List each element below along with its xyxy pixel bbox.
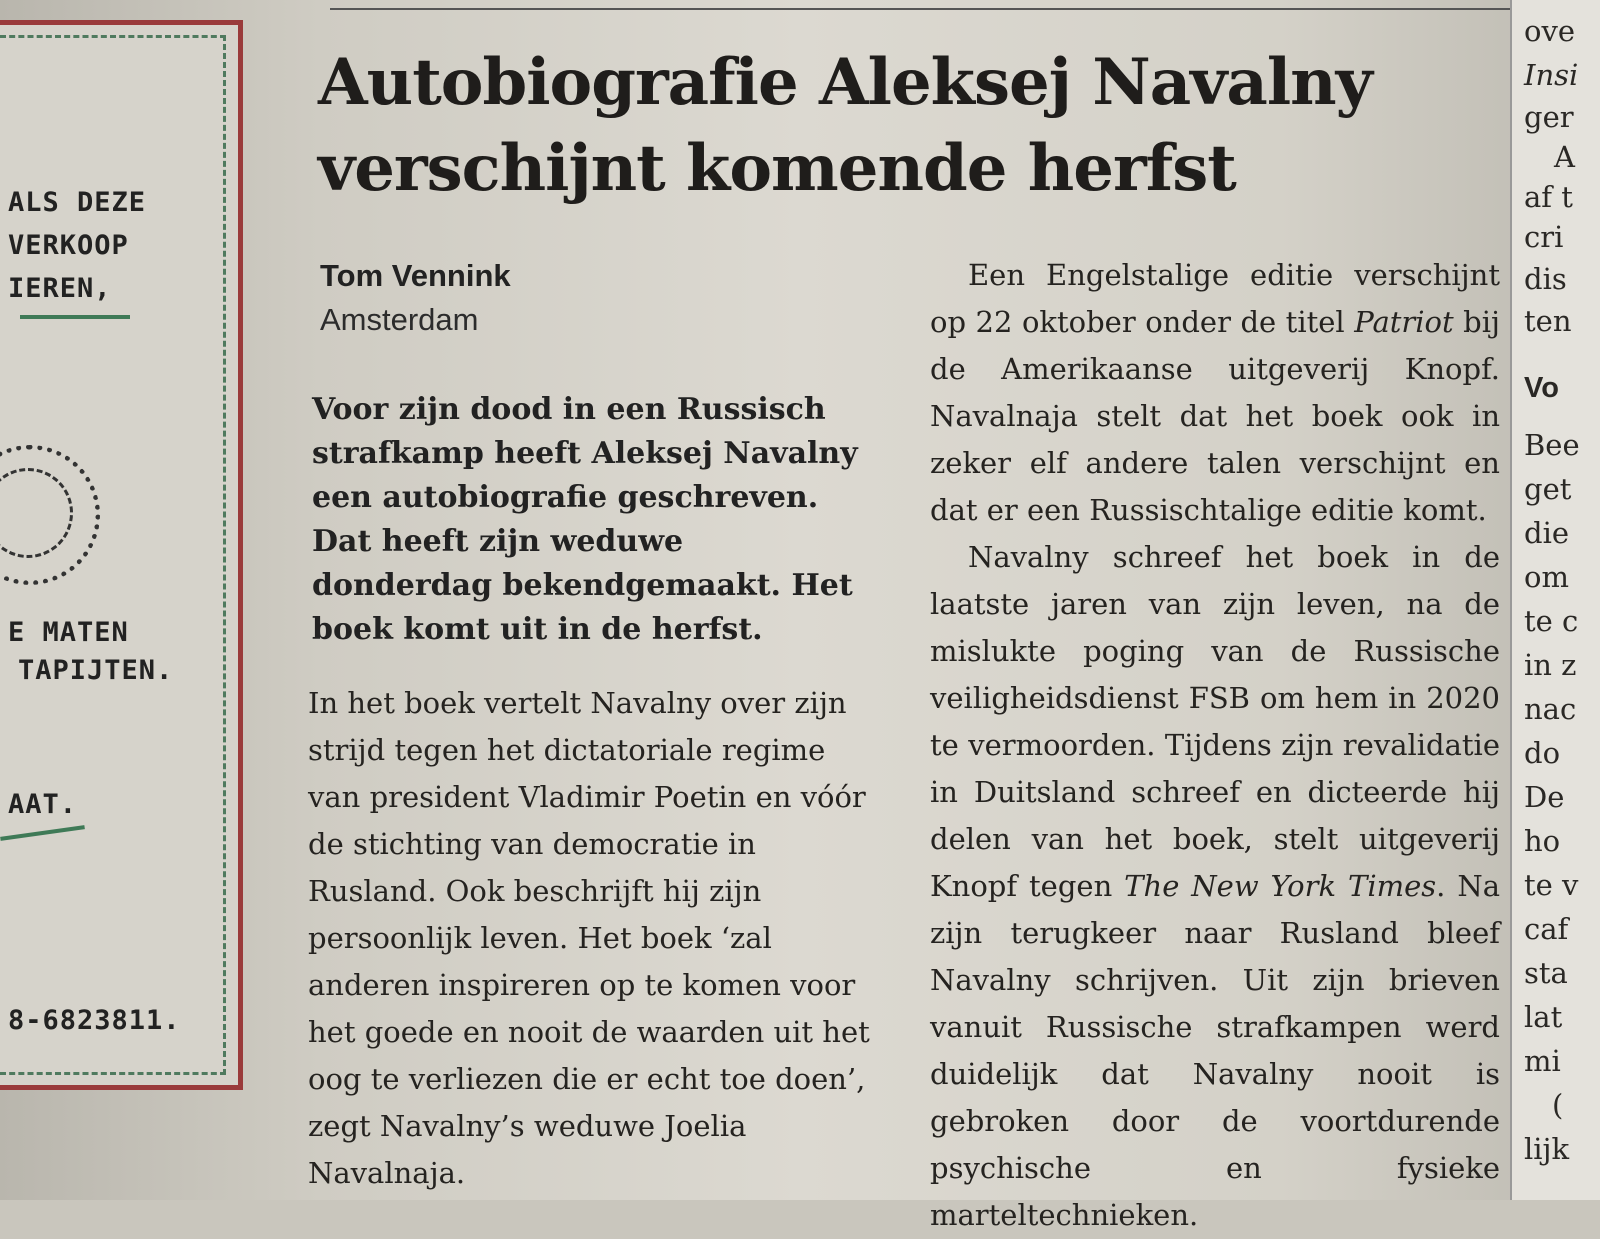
text-fragment: ( (1552, 1088, 1564, 1122)
section-rule (330, 8, 1530, 10)
text-fragment: ove (1524, 14, 1576, 48)
article-paragraph (930, 252, 1500, 534)
text-fragment: te v (1524, 868, 1579, 902)
ad-phone-number: 8-6823811. (8, 1005, 181, 1036)
text-fragment: in z (1524, 648, 1577, 682)
ad-text-line: AAT. (8, 789, 78, 820)
byline-author: Tom Vennink (320, 258, 511, 293)
text-fragment: Insi (1524, 58, 1579, 92)
text-fragment: ger (1524, 100, 1574, 134)
text-fragment: mi (1524, 1044, 1561, 1078)
text-fragment: get (1524, 472, 1572, 506)
text-fragment: A (1554, 140, 1575, 174)
text-fragment: dis (1524, 262, 1567, 296)
byline-location: Amsterdam (320, 302, 479, 337)
ad-text-line: VERKOOP (8, 230, 129, 261)
text-fragment: do (1524, 736, 1561, 770)
paragraph-text: . Na zijn terugkeer naar Rusland bleef Navalny schrijven. Uit zijn brieven vanuit Russische strafkampen werd duidelijk dat Navalny nooit is gebroken door de voortdurende psychische en fysieke marteltechnieken. (930, 869, 1500, 1232)
text-fragment: ten (1524, 304, 1572, 338)
text-fragment: cri (1524, 220, 1564, 254)
subheading-fragment: Vo (1524, 372, 1559, 404)
ad-text-line: TAPIJTEN. (18, 655, 174, 686)
article-headline: Autobiografie Aleksej Navalny verschijnt komende herfst (318, 45, 1372, 206)
text-fragment: te c (1524, 604, 1579, 638)
ad-text-line: IEREN, (8, 273, 112, 304)
article-paragraph (930, 534, 1500, 1239)
newspaper-title: The New York Times (1124, 869, 1437, 903)
text-fragment: Bee (1524, 428, 1580, 462)
ad-underline (20, 315, 130, 319)
text-fragment: die (1524, 516, 1570, 550)
text-fragment: af t (1524, 180, 1573, 214)
article-column-2 (930, 252, 1500, 1239)
ad-text-line: E MATEN (8, 617, 129, 648)
text-fragment: ho (1524, 824, 1561, 858)
text-fragment: sta (1524, 956, 1568, 990)
article-paragraph: In het boek vertelt Navalny over zijn strijd tegen het dictatoriale regime van president Vladimir Poetin en vóór de stichting van democratie in Rusland. Ook beschrijft hij zijn persoonlijk leven. Het boek ‘zal anderen inspireren op te komen voor het goede en nooit de waarden uit het oog te verliezen die er echt toe doen’, zegt Navalny’s weduwe Joelia Navalnaja. (308, 686, 870, 1190)
paragraph-text: bij de Amerikaanse uitgeverij Knopf. Navalnaja stelt dat het boek ook in zeker elf andere talen verschijnt en dat er een Russischtalige editie komt. (930, 305, 1500, 527)
classified-advertisement (0, 20, 243, 1090)
paragraph-text: Een Engelstalige editie verschijnt op 22 oktober onder de titel (930, 258, 1500, 339)
text-fragment: nac (1524, 692, 1577, 726)
text-fragment: lijk (1524, 1132, 1570, 1166)
ad-text-line: ALS DEZE (8, 187, 147, 218)
paragraph-text: Navalny schreef het boek in de laatste jaren van zijn leven, na de mislukte poging van de Russische veiligheidsdienst FSB om hem in 2020 te vermoorden. Tijdens zijn revalidatie in Duitsland schreef en dicteerde hij delen van het boek, stelt uitgeverij Knopf tegen (930, 540, 1500, 903)
book-title: Patriot (1354, 305, 1454, 339)
text-fragment: om (1524, 560, 1569, 594)
text-fragment: De (1524, 780, 1565, 814)
text-fragment: caf (1524, 912, 1569, 946)
text-fragment: lat (1524, 1000, 1563, 1034)
next-column-fragment (1510, 0, 1600, 1200)
article-lead: Voor zijn dood in een Russisch strafkamp heeft Aleksej Navalny een autobiografie geschreven. Dat heeft zijn weduwe donderdag bekendgemaakt. Het boek komt uit in de herfst. (312, 392, 858, 647)
